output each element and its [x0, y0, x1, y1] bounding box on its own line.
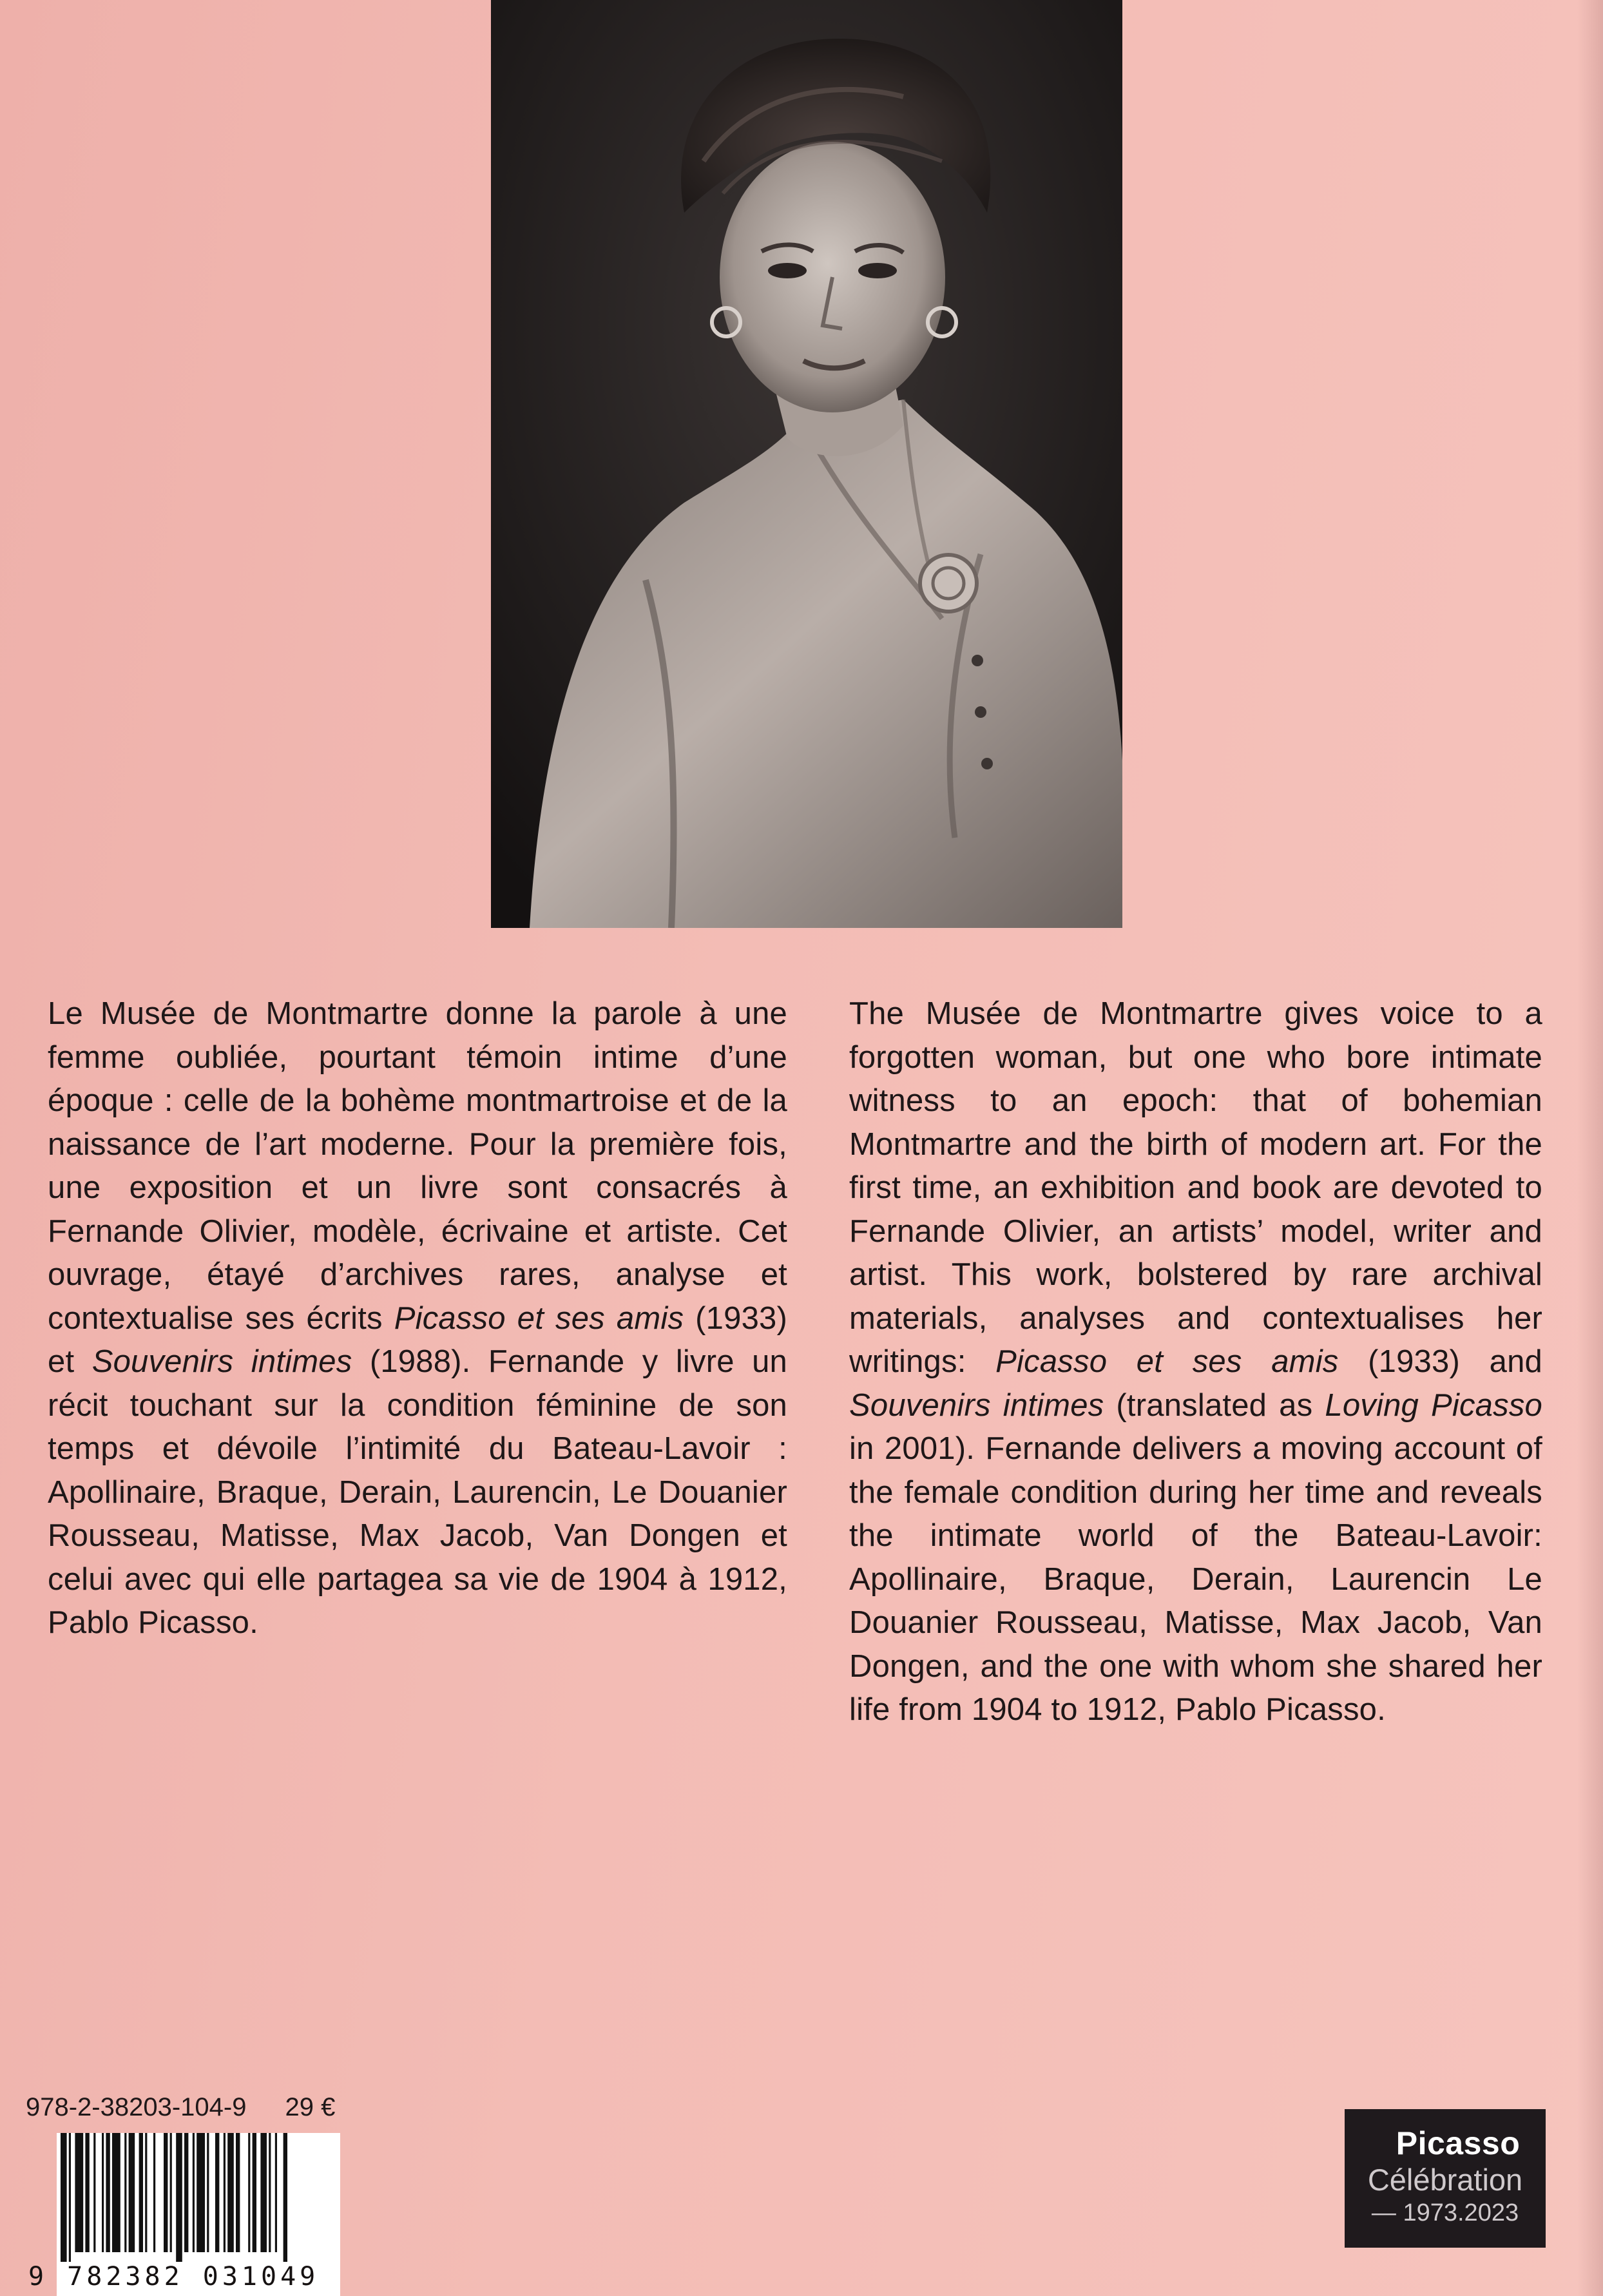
barcode-bar	[85, 2133, 89, 2252]
barcode-bar	[102, 2133, 104, 2252]
barcode-bar	[207, 2133, 209, 2252]
french-paragraph	[48, 992, 787, 1645]
barcode-bar	[164, 2133, 168, 2252]
barcode-bar	[153, 2133, 155, 2252]
barcode-bar	[236, 2133, 240, 2252]
english-description	[849, 992, 1542, 1732]
isbn-price-row	[26, 2093, 374, 2122]
french-description	[48, 992, 787, 1645]
barcode-bar	[170, 2133, 172, 2252]
price: 29 €	[285, 2093, 336, 2121]
barcode-bar	[275, 2133, 277, 2252]
logo-title: Picasso	[1396, 2125, 1521, 2161]
barcode-bar	[139, 2133, 143, 2252]
barcode-bar	[193, 2133, 195, 2252]
english-text-part: in 2001). Fernande delivers a moving account of the female condition during her time and reveals the intimate world of the Bateau-Lavoir: Apollinaire, Braque, Derain, Laurencin Le Douanier Rousseau, Matisse, Max Jacob, Van Dongen, and the one with whom she shared her life from 1904 to 1912, Pablo Picasso.	[849, 1431, 1542, 1727]
barcode-bar	[75, 2133, 83, 2252]
portrait-illustration	[491, 0, 1122, 928]
barcode-bar	[248, 2133, 250, 2252]
english-title-loving-picasso: Loving Picasso	[1325, 1387, 1542, 1423]
barcode-bar	[69, 2133, 71, 2262]
barcode-bar	[197, 2133, 205, 2252]
barcode-bar	[145, 2133, 147, 2252]
barcode-bar	[184, 2133, 188, 2252]
english-text-part: (1933) and	[1338, 1344, 1542, 1379]
english-title-picasso-et-ses-amis: Picasso et ses amis	[995, 1344, 1339, 1379]
french-title-picasso-et-ses-amis: Picasso et ses amis	[394, 1300, 684, 1336]
barcode-bar	[124, 2133, 126, 2252]
barcode-bar	[106, 2133, 110, 2252]
english-paragraph	[849, 992, 1542, 1732]
barcode-digits: 9 782382 031049	[28, 2262, 320, 2291]
barcode-bar	[269, 2133, 271, 2252]
logo-years: — 1973.2023	[1371, 2199, 1519, 2226]
barcode-bar	[61, 2133, 67, 2262]
logo-subtitle: Célébration	[1367, 2163, 1523, 2197]
barcode-bar	[283, 2133, 287, 2262]
english-title-souvenirs-intimes: Souvenirs intimes	[849, 1387, 1104, 1423]
spine-shadow	[1577, 0, 1603, 2296]
barcode-bar	[224, 2133, 226, 2252]
english-text-part: (translated as	[1104, 1387, 1325, 1423]
french-text-part: Le Musée de Montmartre donne la parole à une femme oubliée, pourtant témoin intime d’une époque : celle de la bohème montmartroise et de la naissance de l’art moderne. Pour la première fois, une exposition et un livre sont consacrés à Fernande Olivier, modèle, écrivaine et artiste. Cet ouvrage, étayé d’archives rares, analyse et contextualise ses écrits	[48, 996, 787, 1336]
barcode-bar	[215, 2133, 219, 2252]
barcode-bar	[227, 2133, 234, 2252]
picasso-celebration-logo	[1345, 2109, 1546, 2248]
barcode-bar	[129, 2133, 135, 2252]
french-text-part: (1988). Fernande y livre un récit touchant sur la condition féminine de son temps et dévoile l’intimité du Bateau-Lavoir : Apollinaire, Braque, Derain, Laurencin, Le Douanier Rousseau, Matisse, Max Jacob, Van Dongen et celui avec qui elle partagea sa vie de 1904 à 1912, Pablo Picasso.	[48, 1344, 787, 1640]
isbn-number: 978-2-38203-104-9	[26, 2093, 247, 2121]
barcode-bar	[253, 2133, 256, 2252]
french-title-souvenirs-intimes: Souvenirs intimes	[91, 1344, 352, 1379]
french-text-part: (1933) et	[48, 1300, 787, 1379]
portrait-photo	[491, 0, 1122, 928]
barcode-bar	[176, 2133, 182, 2262]
english-text-part: The Musée de Montmartre gives voice to a forgotten woman, but one who bore intimate witness to an epoch: that of bohemian Montmartre and the birth of modern art. For the first time, an exhibition and book are devoted to Fernande Olivier, an artists’ model, writer and artist. This work, bolstered by rare archival materials, analyses and contextualises her writings:	[849, 996, 1542, 1379]
barcode-bar	[260, 2133, 267, 2252]
barcode-bar	[112, 2133, 120, 2252]
barcode-bars	[57, 2133, 340, 2262]
barcode-bar	[93, 2133, 95, 2252]
